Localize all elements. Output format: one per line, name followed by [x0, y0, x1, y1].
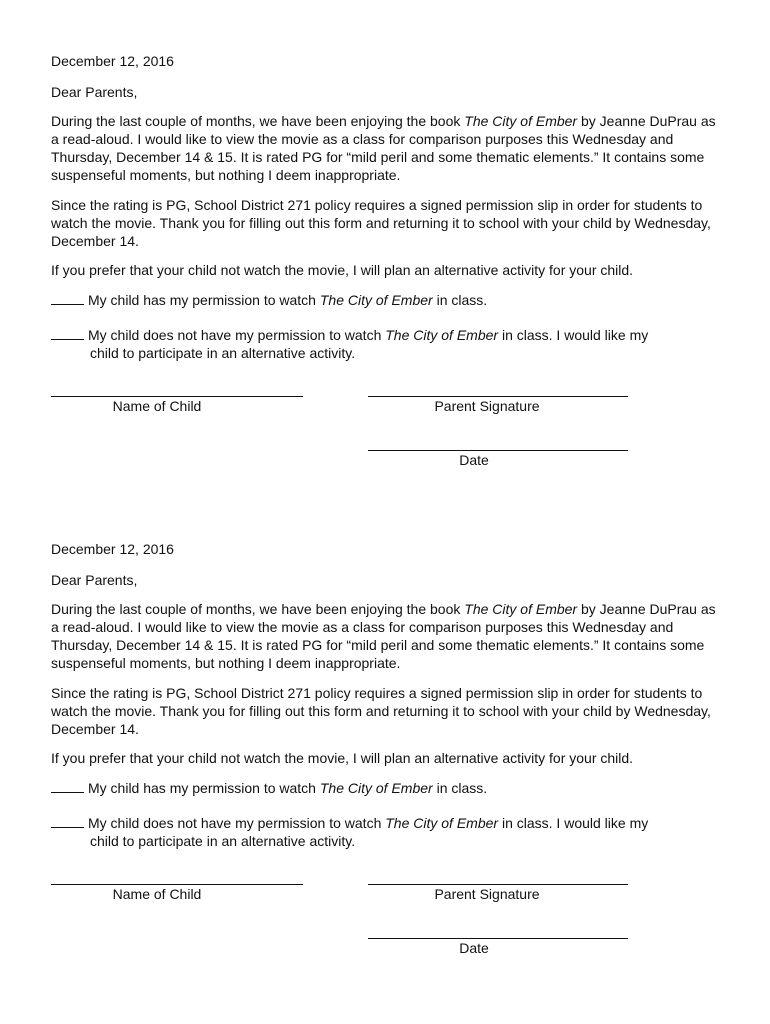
option-no-start: My child does not have my permission to watch	[88, 815, 386, 831]
option-no-end: in class. I would like my	[498, 815, 649, 831]
paragraph-intro	[51, 600, 716, 672]
permission-slip-1	[51, 52, 721, 482]
option-yes-start: My child has my permission to watch	[88, 780, 320, 796]
option-yes-end: in class.	[432, 292, 488, 308]
child-name-label: Name of Child	[112, 886, 202, 902]
letter-date: December 12, 2016	[51, 541, 174, 557]
paragraph-policy: Since the rating is PG, School District 271 policy requires a signed permission slip in order for students to watch the movie. Thank you for filling out this form and returning it to school with your child by Wednesday, December 14.	[51, 685, 711, 737]
permission-slip-2	[51, 540, 721, 970]
paragraph-intro-start: During the last couple of months, we have been enjoying the book	[51, 113, 465, 129]
paragraph-intro-end: by Jeanne DuPrau as a read-aloud. I would like to view the movie as a class for comparison purposes this Wednesday and Thursday, December 14 & 15. It is rated PG for “mild peril and some thematic elements.” It contains some suspenseful moments, but nothing I deem inappropriate.	[51, 113, 716, 183]
option-no-continuation: child to participate in an alternative activity.	[90, 345, 356, 361]
paragraph-intro	[51, 112, 716, 184]
checkbox-blank-yes[interactable]	[51, 291, 84, 305]
option-no-end: in class. I would like my	[498, 327, 649, 343]
book-title: The City of Ember	[464, 601, 578, 617]
date-label: Date	[459, 940, 489, 956]
checkbox-blank-no[interactable]	[51, 814, 84, 828]
book-title: The City of Ember	[385, 327, 499, 343]
book-title: The City of Ember	[319, 292, 433, 308]
paragraph-alternative: If you prefer that your child not watch the movie, I will plan an alternative activity for your child.	[51, 750, 634, 766]
book-title: The City of Ember	[319, 780, 433, 796]
option-permission-denied	[51, 326, 716, 362]
option-no-continuation: child to participate in an alternative activity.	[90, 833, 356, 849]
greeting: Dear Parents,	[51, 84, 138, 100]
option-yes-start: My child has my permission to watch	[88, 292, 320, 308]
option-permission-granted	[51, 779, 716, 797]
option-permission-granted	[51, 291, 716, 309]
option-no-start: My child does not have my permission to watch	[88, 327, 386, 343]
parent-signature-label: Parent Signature	[434, 398, 540, 414]
child-name-label: Name of Child	[112, 398, 202, 414]
letter-date: December 12, 2016	[51, 53, 174, 69]
book-title: The City of Ember	[464, 113, 578, 129]
paragraph-intro-end: by Jeanne DuPrau as a read-aloud. I would like to view the movie as a class for comparison purposes this Wednesday and Thursday, December 14 & 15. It is rated PG for “mild peril and some thematic elements.” It contains some suspenseful moments, but nothing I deem inappropriate.	[51, 601, 716, 671]
paragraph-alternative: If you prefer that your child not watch the movie, I will plan an alternative activity for your child.	[51, 262, 634, 278]
checkbox-blank-yes[interactable]	[51, 779, 84, 793]
option-yes-end: in class.	[432, 780, 488, 796]
checkbox-blank-no[interactable]	[51, 326, 84, 340]
option-permission-denied	[51, 814, 716, 850]
parent-signature-label: Parent Signature	[434, 886, 540, 902]
greeting: Dear Parents,	[51, 572, 138, 588]
book-title: The City of Ember	[385, 815, 499, 831]
paragraph-policy: Since the rating is PG, School District 271 policy requires a signed permission slip in order for students to watch the movie. Thank you for filling out this form and returning it to school with your child by Wednesday, December 14.	[51, 197, 711, 249]
date-label: Date	[459, 452, 489, 468]
paragraph-intro-start: During the last couple of months, we have been enjoying the book	[51, 601, 465, 617]
